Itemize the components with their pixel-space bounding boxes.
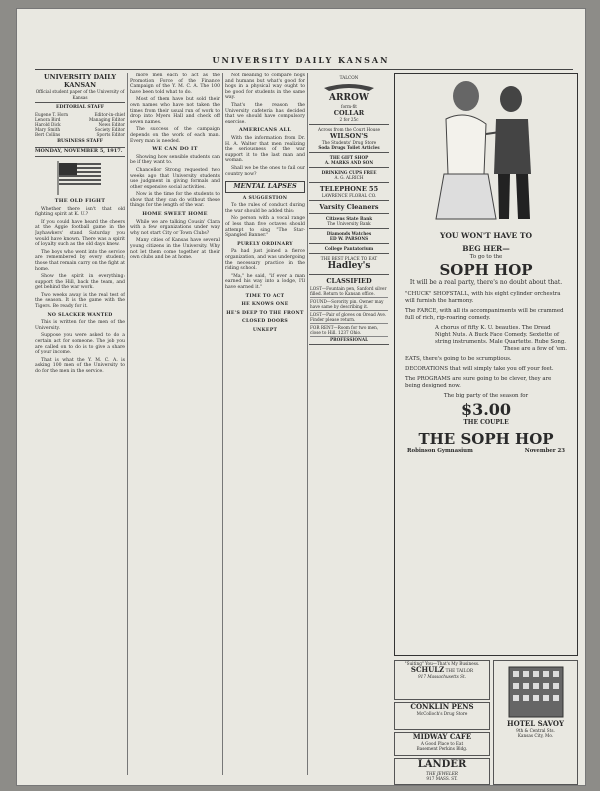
article-paragraph: This is written for the men of the University.	[35, 320, 125, 331]
header-rule	[35, 69, 573, 70]
article-heading: HOME SWEET HOME	[142, 211, 208, 218]
conklin-ad	[394, 702, 490, 730]
tel-line: LAWRENCE FLORAL CO.	[321, 193, 377, 198]
staff-heading: EDITORIAL STAFF	[56, 105, 104, 111]
article-paragraph: With the information from Dr. H. A. Walter that men realizing the seriousness of the war support it to the last man and woman.	[225, 135, 305, 164]
cups-name: DRINKING CUPS FREE	[321, 170, 377, 175]
wilsons-ad	[309, 125, 389, 153]
article-paragraph: Now is the time for the students to show that they can do without these things for the length of the war.	[130, 192, 220, 209]
schulz-ad	[394, 660, 490, 700]
arrow-sub: form-fit	[341, 104, 357, 109]
arrow-price: 2 for 25c	[339, 117, 359, 122]
hotel-building-illustration	[501, 661, 571, 719]
soph-hop-ad	[394, 73, 578, 656]
article-paragraph: Showing how sensible students can be if they want to.	[130, 154, 220, 166]
soph-line4: It will be a real party, there's no doubt about that.	[409, 279, 563, 286]
article-paragraph: While we are talking Cousin' Clara with a few organizations under way why not start City or Town Clubs?	[130, 219, 220, 236]
arrow-type: COLLAR	[333, 109, 365, 117]
soph-place: Robinson Gymnasium	[407, 448, 473, 454]
midway-line2: Basement Perkins Bldg.	[416, 746, 468, 751]
column-1	[35, 73, 125, 775]
classified-item: LOST—Pair of gloves on Oread Ave. Finder please return.	[310, 312, 387, 322]
subheading: CLOSED DOORS	[241, 319, 288, 325]
soph-body7: The PROGRAMS are sure going to be clever, they are being designed now.	[405, 376, 552, 389]
savoy-line2: Kansas City, Mo.	[517, 733, 554, 738]
ad-column	[309, 73, 389, 775]
article-heading: THE OLD FIGHT	[54, 197, 106, 204]
subheading: UNKEPT	[252, 327, 278, 333]
diamonds-ad	[309, 229, 389, 244]
schulz-top: "Suiting" You—That's My Business.	[404, 661, 480, 666]
pantatorium-name: College Pantatorium	[324, 246, 374, 251]
article-paragraph: Suppose you were asked to do a certain act for someone. The job you are called on to do is to give a share of your income.	[35, 333, 125, 356]
schulz-sub: THE TAILOR	[445, 668, 474, 673]
classified-section	[309, 275, 389, 345]
staff-row: Bert Collins Sports Editor	[35, 131, 125, 137]
gift-line: A. MARKS AND SON	[324, 160, 374, 165]
classified-title: CLASSIFIED	[326, 277, 372, 285]
schulz-addr: 917 Massachusetts St.	[418, 674, 466, 679]
business-heading: BUSINESS STAFF	[57, 138, 103, 144]
gift-name: THE GIFT SHOP	[329, 155, 369, 160]
soph-body4: These are a few of 'em.	[503, 346, 567, 352]
article-paragraph: Whether there isn't that old fighting spirit at K. U.?	[35, 206, 125, 218]
floral-ad	[309, 183, 389, 201]
subheading: HE'S DEEP TO THE FRONT	[226, 310, 304, 316]
lander-name: LANDER	[417, 759, 467, 770]
lander-addr: 917 MASS. ST.	[426, 776, 458, 781]
gift-shop-ad	[309, 153, 389, 168]
article-paragraph: The boys who went into the service are remembered by every student; those that remain carry on the fight at home.	[35, 249, 125, 272]
arrow-collar-ad	[309, 73, 389, 125]
soph-body3: A chorus of fifty K. U. beauties. The Dread Night Nuts. A Buck Face Comedy. Sextette of string instruments. Male Quartette. Rube Song.	[435, 325, 566, 345]
midway-name: MIDWAY CAFE	[412, 732, 472, 741]
soph-body5: EATS, there's going to be scrumptious.	[405, 356, 512, 362]
article-paragraph: "Ma," he said, "if ever a man earned his way into a lodge, I'll have earned it."	[225, 273, 305, 290]
article-paragraph: Show the spirit in everything: support the Hill, back the team, and get behind the war work.	[35, 274, 125, 291]
savoy-line: 9th & Central Sts.	[516, 728, 555, 733]
arrow-brand: TALCON	[339, 75, 359, 80]
staff-row: Mary Smith Society Editor	[35, 126, 125, 132]
soph-line2: BEG HER—	[462, 244, 510, 253]
article-heading: AMERICANS ALL	[238, 127, 292, 134]
column-3	[225, 73, 305, 775]
drinking-cups-ad	[309, 168, 389, 183]
soph-couple: THE COUPLE	[463, 419, 509, 426]
midway-line: A Good Place to Eat	[420, 741, 464, 746]
soph-line3: To go to the	[469, 254, 503, 260]
soph-body8: The big party of the season for	[443, 393, 529, 399]
subheading: A SUGGESTION	[242, 195, 288, 201]
soph-title: SOPH HOP	[439, 261, 533, 279]
classified-item: LOST—Fountain pen, Sanford silver filled. Return to Kansan office.	[310, 286, 387, 296]
subheading: PURELY ORDINARY	[237, 241, 293, 247]
american-flag-icon	[56, 161, 104, 195]
column-divider	[127, 73, 128, 775]
soph-line1: YOU WON'T HAVE TO	[440, 231, 532, 240]
article-paragraph: That's the reason the University cafeteria has decided that we should have compulsory exercise.	[225, 102, 305, 125]
subheading: HE KNOWS ONE	[241, 302, 289, 308]
subheading: TIME TO ACT	[245, 293, 285, 299]
article-paragraph: Chancellor Strong requested two weeks ago that University students use judgment in giving formals and other expensive social activities.	[130, 167, 220, 190]
soph-body6: DECORATIONS that will simply take you off your feet.	[405, 366, 554, 372]
soph-price: $3.00	[460, 400, 512, 419]
lander-sub: THE JEWELER	[426, 771, 458, 776]
newspaper-page	[16, 8, 586, 786]
article-paragraph: Not meaning to compare hogs and humans but what's good for hogs in a physical way ought to be good for students in the same way.	[225, 73, 305, 101]
citizens-bank-ad	[309, 214, 389, 229]
staff-row: Eugene T. Horn Editor-in-chief	[35, 111, 125, 117]
conklin-line: McColloch's Drug Store	[416, 711, 468, 716]
article-paragraph: Two weeks away is the real test of the season. It is the game with the Tigers. Be ready for it.	[35, 292, 125, 310]
dancing-couple-illustration	[406, 74, 566, 224]
varsity-cleaners-ad	[309, 201, 389, 214]
savoy-name: HOTEL SAVOY	[507, 719, 564, 728]
wilson-line: Soda Drugs Toilet Articles	[318, 145, 380, 150]
diamonds-line: ED W. PARSONS	[329, 236, 369, 241]
soph-title2: THE SOPH HOP	[418, 430, 554, 448]
soph-body2: The FARCE, with all its accompaniments will be crammed full of rich, rip-roaring comedy.	[405, 308, 564, 321]
article-paragraph: Shall we be the ones to fail our country now?	[225, 165, 305, 177]
masthead-title: UNIVERSITY DAILY KANSAN	[43, 73, 117, 89]
issue-date: MONDAY, NOVEMBER 5, 1917.	[35, 147, 125, 157]
soph-body1: "CHUCK" SHOFSTALL, with his eight cylinder orchestra will furnish the harmony.	[405, 291, 561, 304]
article-paragraph: Many cities of Kansas have several young citizens in the University. Why not let them come together at their own clubs and be at home.	[130, 238, 220, 261]
article-paragraph: That is what the Y. M. C. A. is asking 100 men of the University to do for the men in the service.	[35, 357, 125, 374]
varsity-name: Varsity Cleaners	[319, 203, 379, 211]
hotel-savoy-ad	[493, 660, 578, 785]
collar-icon	[319, 80, 379, 92]
arrow-name: ARROW	[329, 93, 369, 103]
staff-list	[35, 112, 125, 137]
wilson-sub: The Students' Drug Store	[321, 140, 377, 145]
staff-row: Harold Dick News Editor	[35, 121, 125, 127]
running-head: UNIVERSITY DAILY KANSAN	[212, 55, 390, 65]
bottom-ads	[394, 660, 578, 786]
professional-title: PROFESSIONAL	[329, 337, 369, 342]
article-paragraph: more men each to act as the Promotion Force of the Finance Campaign of the Y. M. C. A. The 100 have been told what to do.	[130, 73, 220, 95]
mental-lapses-heading: MENTAL LAPSES	[225, 181, 305, 193]
article-paragraph: Pa had just joined a fierce organization, and was undergoing the necessary practice in the riding school.	[225, 249, 305, 272]
masthead-subtitle: Official student paper of the University of Kansas	[35, 89, 125, 103]
article-paragraph: The success of the campaign depends on the work of each man. Every man is needed.	[130, 127, 220, 144]
article-heading: NO SLACKER WANTED	[47, 312, 113, 318]
citizens-name: Citizens State Bank	[325, 216, 373, 221]
article-paragraph: If you could have heard the cheers at the Aggie football game in the Jayhawkers' stand Saturday you would have known. There was a spirit of loyalty such as the old days knew.	[35, 219, 125, 248]
cups-line: A. G. ALRICH	[334, 175, 364, 180]
article-paragraph: To the rules of conduct during the war should be added this:	[225, 203, 305, 214]
wilson-name: WILSON'S	[330, 132, 368, 140]
staff-row: Lenora Bird Managing Editor	[35, 116, 125, 122]
pantatorium-ad	[309, 244, 389, 254]
hadleys-name: Hadley's	[327, 261, 371, 271]
column-divider	[222, 73, 223, 775]
article-heading: WE CAN DO IT	[152, 146, 198, 153]
diamonds-name: Diamonds Watches	[326, 231, 372, 236]
tel-label: TELEPHONE 55	[319, 185, 379, 193]
column-divider	[307, 73, 308, 775]
soph-footer	[395, 448, 577, 454]
midway-ad	[394, 732, 490, 756]
lander-ad	[394, 758, 490, 785]
conklin-name: CONKLIN PENS	[410, 702, 474, 711]
hadleys-top: THE BEST PLACE TO EAT	[320, 256, 378, 261]
soph-date: November 23	[524, 448, 565, 454]
schulz-name: SCHULZ	[410, 665, 445, 674]
article-paragraph: Most of them have but sold their own names who have not taken the times from their usual run of work to drop into Myers Hall and check off seven names.	[130, 97, 220, 125]
column-2	[130, 73, 220, 775]
hadleys-ad	[309, 254, 389, 275]
classified-item: FOUND—Sorority pin. Owner may have same by describing it.	[310, 298, 388, 311]
citizens-line: The University Bank	[327, 221, 371, 226]
wilson-top: Across from the Court House	[317, 127, 381, 132]
article-paragraph: No person with a vocal range of less than five octaves should attempt to sing "The Star-Spangled Banner."	[225, 216, 305, 239]
classified-item: FOR RENT—Room for two men, close to Hill. 1237 Ohio.	[310, 324, 388, 337]
